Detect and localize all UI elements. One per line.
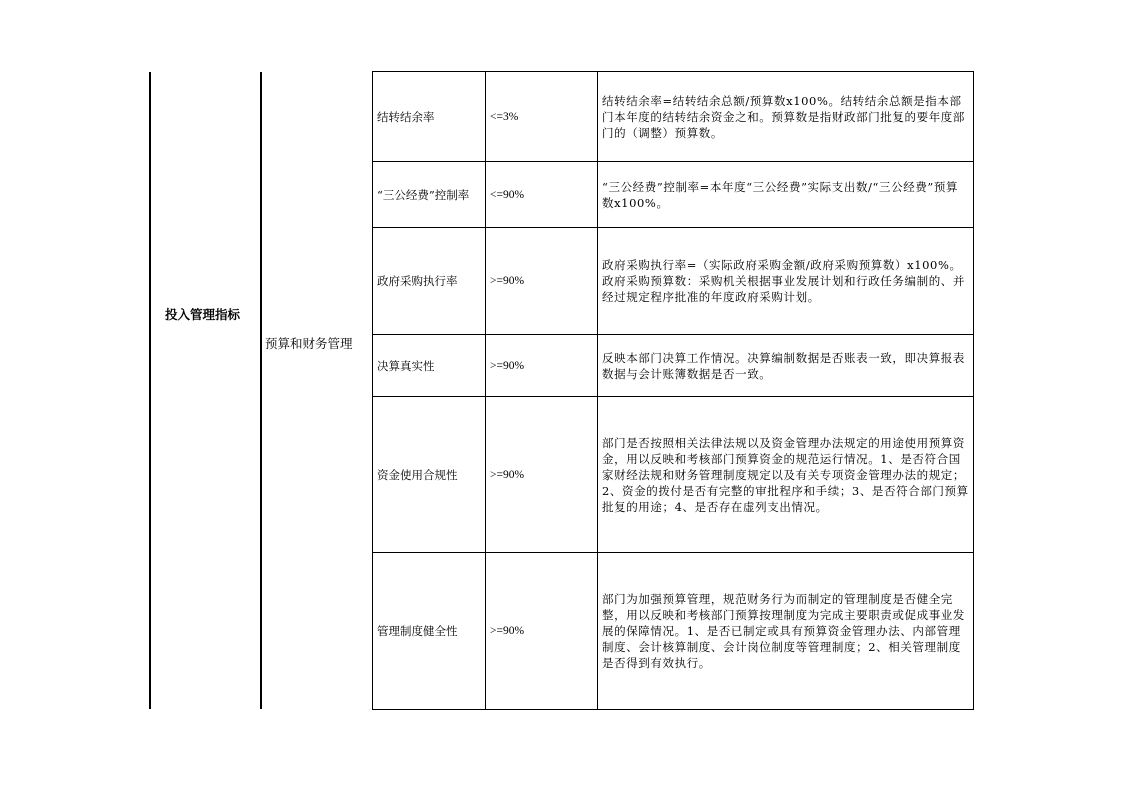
indicator-name: 政府采购执行率 [373,228,486,335]
indicator-value: <=90% [486,162,598,228]
indicator-description: 政府采购执行率=（实际政府采购金额/政府采购预算数）x100%。政府采购预算数：采购机关根据事业发展计划和行政任务编制的、并经过规定程序批准的年度政府采购计划。 [598,228,974,335]
table-row [373,162,974,228]
indicator-description: 结转结余率=结转结余总额/预算数x100%。结转结余总额是指本部门本年度的结转结余资金之和。预算数是指财政部门批复的要年度部门的（调整）预算数。 [598,72,974,162]
category-level2-label: 预算和财务管理 [265,336,353,351]
indicator-description: 部门为加强预算管理，规范财务行为而制定的管理制度是否健全完整，用以反映和考核部门预算按理制度为完成主要职责或促成事业发展的保障情况。1、是否已制定或具有预算资金管理办法、内部管理制度、会计核算制度、会计岗位制度等管理制度；2、相关管理制度是否得到有效执行。 [598,553,974,710]
indicator-name: 管理制度健全性 [373,553,486,710]
category-level1-label: 投入管理指标 [165,307,241,322]
indicator-description: 部门是否按照相关法律法规以及资金管理办法规定的用途使用预算资金，用以反映和考核部门预算资金的规范运行情况。1、是否符合国家财经法规和财务管理制度规定以及有关专项资金管理办法的规定；2、资金的拨付是否有完整的审批程序和手续；3、是否符合部门预算批复的用途；4、是否存在虚列支出情况。 [598,397,974,553]
table-row [373,553,974,710]
indicator-description: “三公经费”控制率=本年度“三公经费”实际支出数/“三公经费”预算数x100%。 [598,162,974,228]
indicator-name: 资金使用合规性 [373,397,486,553]
indicator-name: 决算真实性 [373,335,486,397]
table-row [373,72,974,162]
indicator-name: 结转结余率 [373,72,486,162]
column-border-left [149,72,151,709]
column-border-middle [260,72,262,709]
table-row [373,228,974,335]
indicator-value: >=90% [486,553,598,710]
indicator-value: >=90% [486,228,598,335]
indicator-description: 反映本部门决算工作情况。决算编制数据是否账表一致，即决算报表数据与会计账簿数据是否一致。 [598,335,974,397]
indicator-name: “三公经费”控制率 [373,162,486,228]
indicator-value: <=3% [486,72,598,162]
metrics-table [372,71,974,710]
indicator-value: >=90% [486,335,598,397]
table-row [373,397,974,553]
indicator-value: >=90% [486,397,598,553]
table-row [373,335,974,397]
